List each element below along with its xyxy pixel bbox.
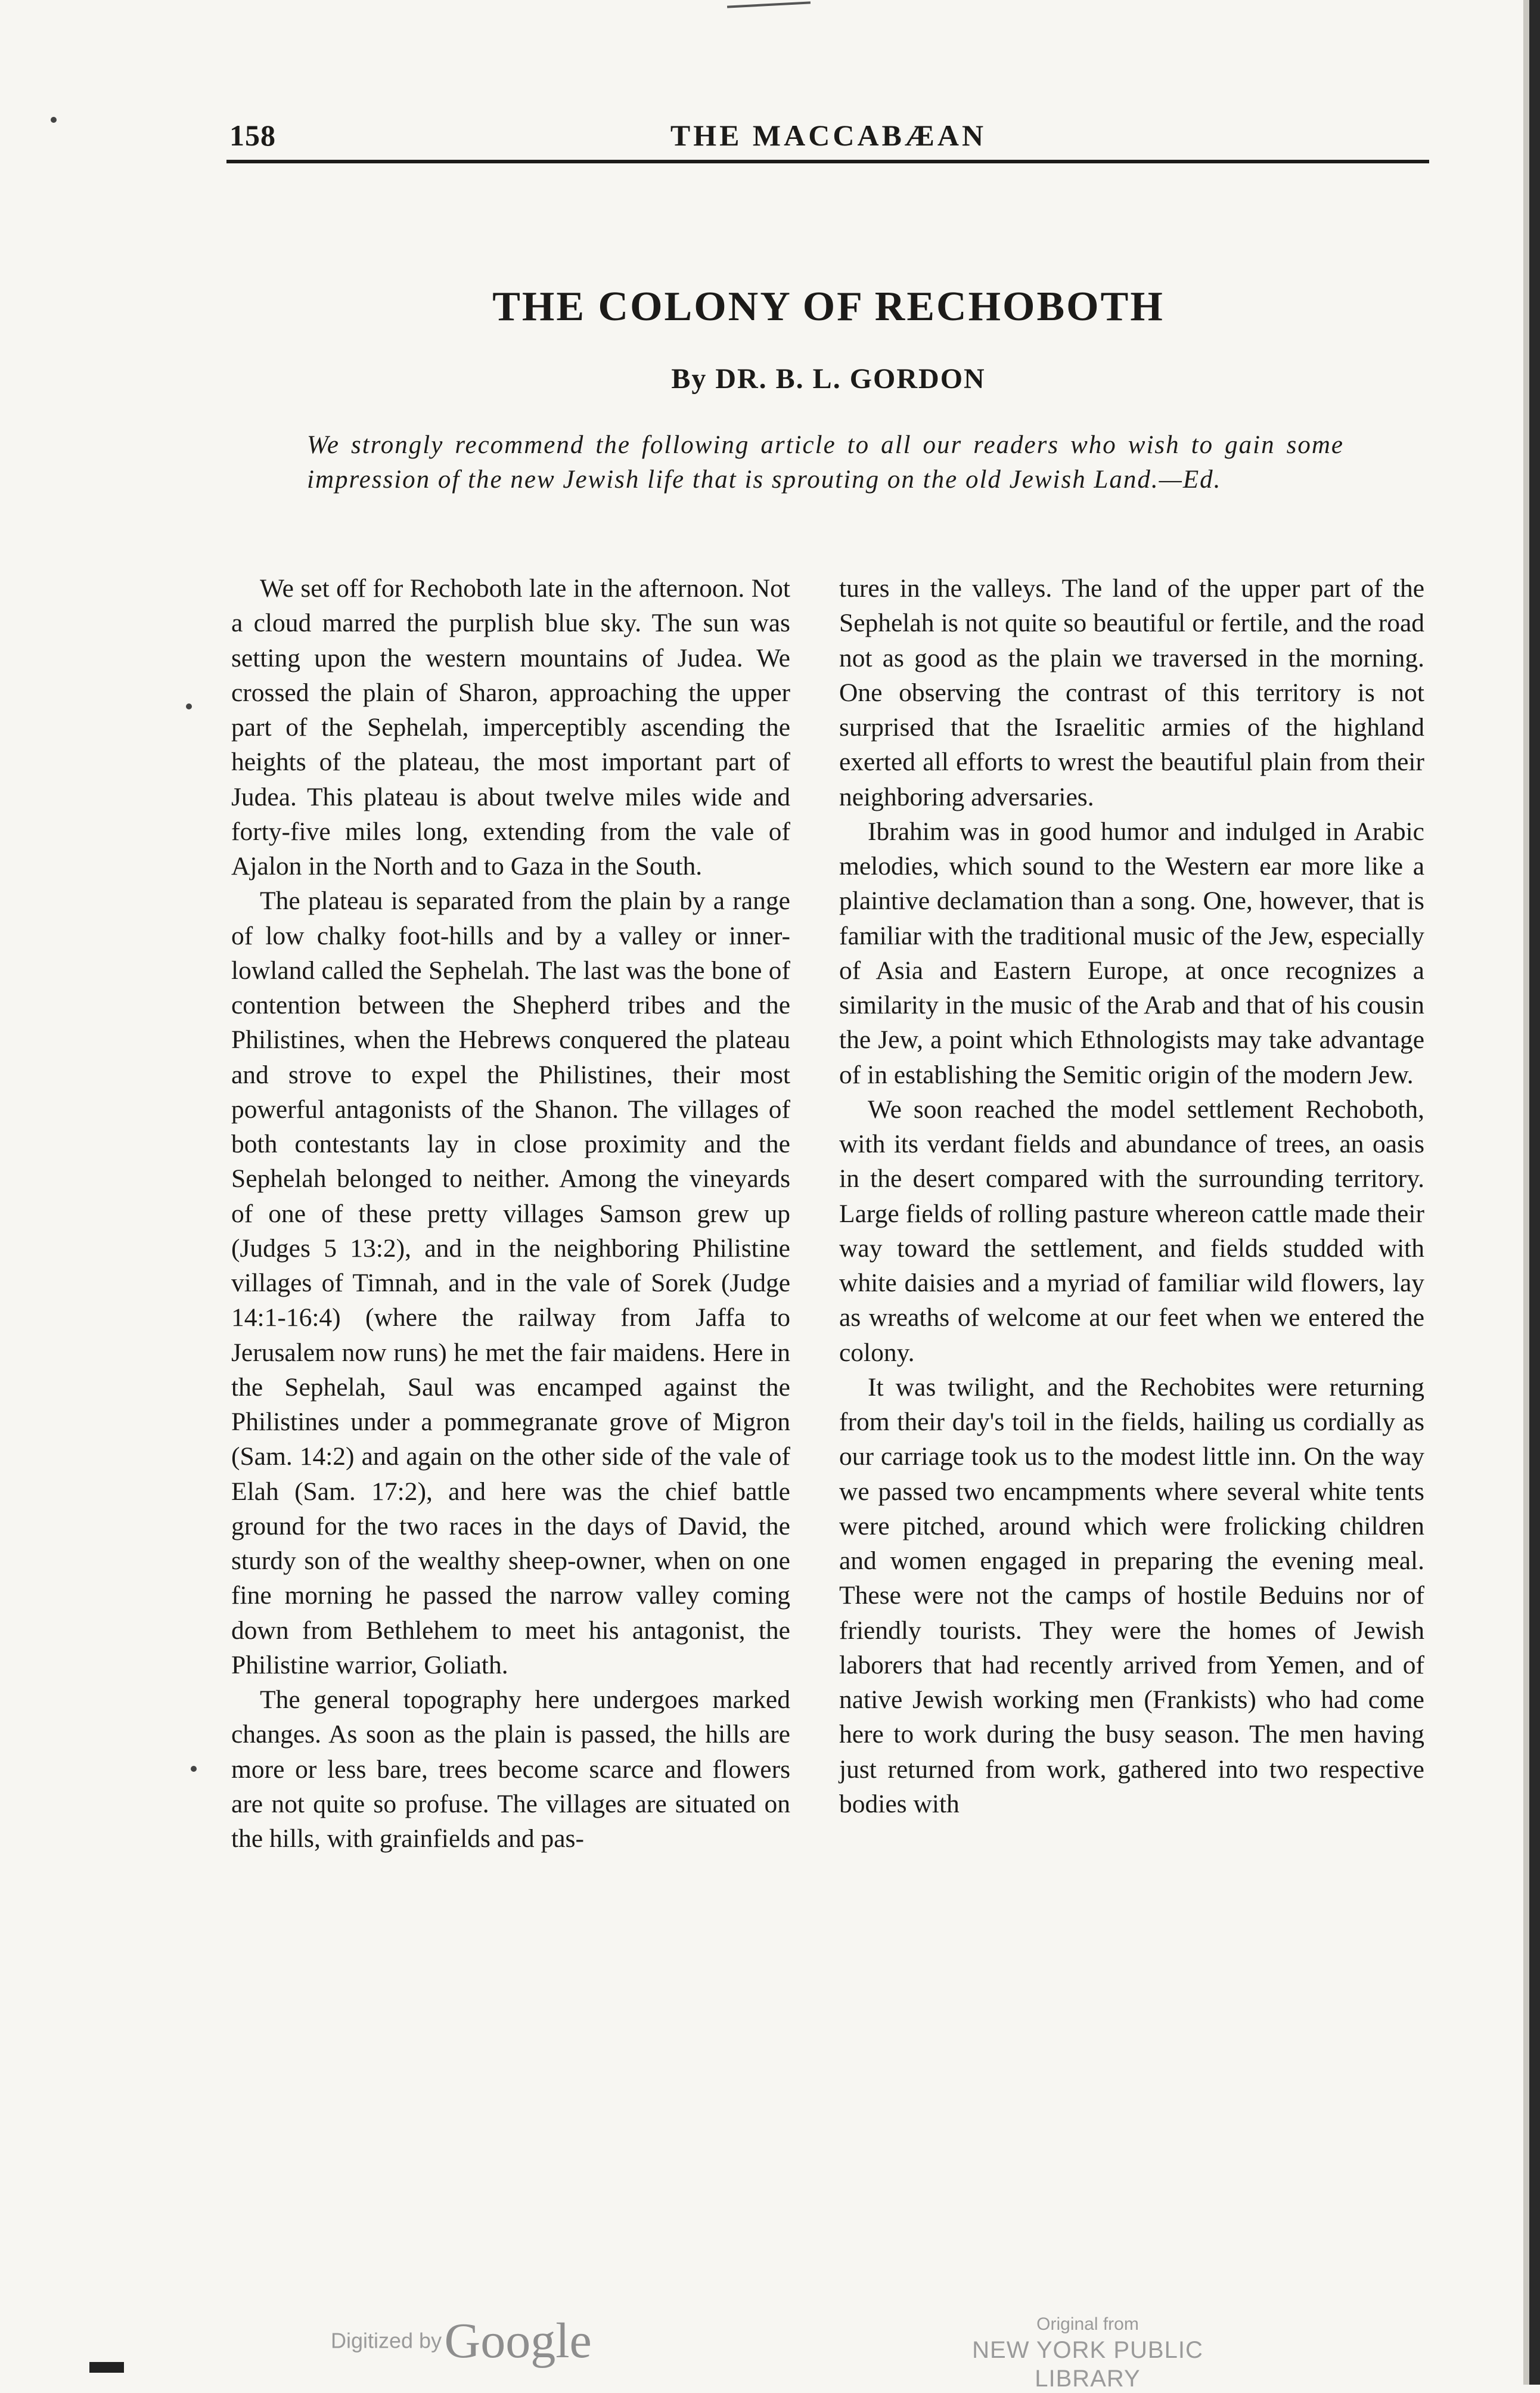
paragraph: We set off for Rechoboth late in the afternoon. Not a cloud marred the purplish blue sky. The sun was setting upon the western mountains of Judea. We crossed the plain of Sharon, approaching the upper part of the Sephelah, imperceptibly ascending the heights of the plateau, the most important part of Judea. This plateau is about twelve miles wide and forty-five miles long, extending from the vale of Ajalon in the North and to Gaza in the South. <box>231 574 790 881</box>
paragraph: The general topography here undergoes marked changes. As soon as the plain is passed, the hills are more or less bare, trees become scarce and flowers are not quite so profuse. The villages are situated on the hills, with grainfields and pas- <box>231 1685 790 1853</box>
paragraph: The plateau is separated from the plain by a range of low chalky foot-hills and by a valley or inner-lowland called the Sephelah. The last was the bone of contention between the Shepherd tribes and the Philistines, when the Hebrews conquered the plateau and strove to expel the Philistines, their most powerful antagonists of the Shanon. The villages of both contestants lay in close proximity and the Sephelah belonged to neither. Among the vineyards of one of these pretty villages Samson grew up (Judges 5 13:2), and in the neighboring Philistine villages of Timnah, and in the vale of Sorek (Judge 14:1-16:4) (where the railway from Jaffa to Jerusalem now runs) he met the fair maidens. Here in the Sephelah, Saul was encamped against the Philistines under a pommegranate grove of Migron (Sam. 14:2) and again on the other side of the vale of Elah (Sam. 17:2), and here was the chief battle ground for the two races in the days of David, the sturdy son of the wealthy sheep-owner, when on one fine morning he passed the narrow valley coming down from Bethlehem to meet his antagonist, the Philistine warrior, Goliath. <box>231 886 790 1679</box>
scan-mark <box>727 1 811 8</box>
scan-speck <box>191 1766 197 1772</box>
article-byline: By DR. B. L. GORDON <box>671 363 986 395</box>
article-title: THE COLONY OF RECHOBOTH <box>492 284 1165 330</box>
page-number: 158 <box>229 119 276 152</box>
page-header <box>229 118 1427 160</box>
scan-edge-shadow <box>1523 0 1529 2385</box>
scan-mark <box>89 2362 124 2373</box>
right-column <box>839 571 1424 1821</box>
header-rule <box>226 160 1429 163</box>
editor-note: We strongly recommend the following article to all our readers who wish to gain some impression of the new Jewish life that is sprouting on the old Jewish Land.—Ed. <box>307 431 1344 494</box>
paragraph: It was twilight, and the Rechobites were returning from their day's toil in the fields, hailing us cordially as our carriage took us to the modest little inn. On the way we passed two encampments where several white tents were pitched, around which were frolicking children and women engaged in preparing the evening meal. These were not the camps of hostile Beduins nor of friendly tourists. They were the homes of Jewish laborers that had recently arrived from Yemen, and of native Jewish working men (Frankists) who had come here to work during the busy season. The men having just returned from work, gathered into two respective bodies with <box>839 1372 1424 1818</box>
paragraph: We soon reached the model settlement Rechoboth, with its verdant fields and abundance of trees, an oasis in the desert compared with the surrounding territory. Large fields of rolling pasture whereon cattle made their way toward the settlement, and fields studded with white daisies and a myriad of familiar wild flowers, lay as wreaths of welcome at our feet when we entered the colony. <box>839 1095 1424 1367</box>
paragraph: tures in the valleys. The land of the upper part of the Sephelah is not quite so beautiful or fertile, and the road not as good as the plain we traversed in the morning. One observing the contrast of this territory is not surprised that the Israelitic armies of the highland exerted all efforts to wrest the beautiful plain from their neighboring adversaries. <box>839 574 1424 811</box>
scan-speck <box>186 703 192 709</box>
original-from-label: Original from <box>1036 2314 1139 2334</box>
digitized-watermark <box>331 2312 592 2370</box>
scan-speck <box>51 117 57 123</box>
library-watermark <box>927 2313 1249 2393</box>
library-name: NEW YORK PUBLIC LIBRARY <box>972 2337 1203 2392</box>
digitized-label: Digitized by <box>331 2328 442 2353</box>
running-head: THE MACCABÆAN <box>670 119 987 152</box>
google-logo: Google <box>444 2313 592 2369</box>
paragraph: Ibrahim was in good humor and indulged in Arabic melodies, which sound to the Western ear more like a plaintive declamation than a song. One, however, that is familiar with the traditional music of the Jew, especially of Asia and Eastern Europe, at once recognizes a similarity in the music of the Arab and that of his cousin the Jew, a point which Ethnologists may take advantage of in establishing the Semitic origin of the modern Jew. <box>839 817 1424 1089</box>
scan-edge <box>1529 0 1540 2385</box>
left-column <box>231 571 790 1856</box>
